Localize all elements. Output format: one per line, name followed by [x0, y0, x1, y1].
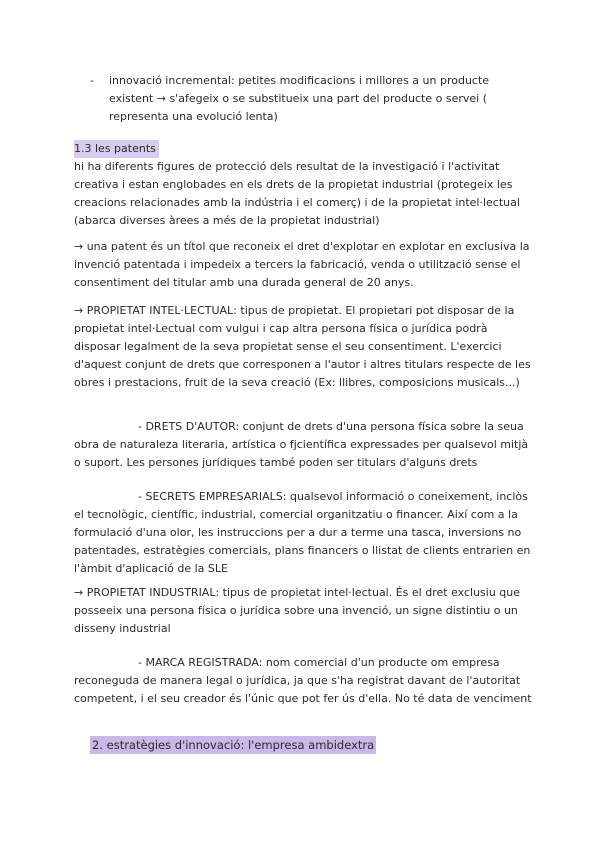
bullet-marker: - — [90, 74, 94, 87]
paragraph-patent: → una patent és un títol que reconeix el dret d'explotar en explotar en exclusiva la invenció patentada i impedeix a tercers la fabricació, venda o utilització sense el consentiment del titular amb una durada general de 20 anys. — [74, 240, 530, 289]
bullet-item — [90, 72, 510, 126]
paragraph-marca-registrada: - MARCA REGISTRADA: nom comercial d'un producte om empresa reconeguda de manera legal o jurídica, ja que s'ha registrat davant de l'autoritat competent, i el seu creador és l'únic que pot fer ús d'ella. No té data de venciment — [74, 656, 532, 705]
paragraph-secrets-empresarials: - SECRETS EMPRESARIALS: qualsevol informació o coneixement, inclòs el tecnològic, científic, industrial, comercial organitzatiu o financer. Així com a la formulació d'una olor, les instruccions per a dur a terme una tasca, inversions no patentades, estratègies comercials, plans financers o llistat de clients entrarien en l'àmbit d'aplicació de la SLE — [74, 490, 531, 575]
paragraph-propietat-intellectual: → PROPIETAT INTEL·LECTUAL: tipus de propietat. El propietari pot disposar de la propietat intel·Lectual com vulgui i cap altra persona física o jurídica podrà disposar legalment de la seva propietat sense el seu consentiment. L'exercici d'aquest conjunt de drets que corresponen a l'autor i altres titulars respecte de les obres i prestacions, fruit de la seva creació (Ex: llibres, composicions musicals...) — [74, 304, 531, 389]
section-patents — [74, 140, 534, 230]
numbered-heading: 2. estratègies d'innovació: l'empresa ambidextra — [92, 738, 375, 752]
section-intro: hi ha diferents figures de protecció dels resultat de la investigació i l'activitat creativa i estan englobades en els drets de la propietat industrial (protegeix les creacions relacionades amb la indústria i el comerç) i de la propietat intel·lectual (abarca diverses àrees a més de la propietat industrial) — [74, 160, 520, 227]
section-heading: 1.3 les patents — [74, 140, 159, 158]
paragraph-drets-autor: - DRETS D'AUTOR: conjunt de drets d'una persona física sobre la seua obra de naturaleza literaria, artística o fjcientífica expressades per qualsevol mitjà o suport. Les persones jurídiques també poden ser titulars d'alguns drets — [74, 420, 529, 469]
paragraph-propietat-industrial: → PROPIETAT INDUSTRIAL: tipus de propietat intel·lectual. És el dret exclusiu que posseeix una persona física o jurídica sobre una invenció, un signe distintiu o un disseny industrial — [74, 586, 521, 635]
bullet-text: innovació incremental: petites modificacions i millores a un producte existent → s'afegeix o se substitueix una part del producte o servei ( representa una evolució lenta) — [109, 74, 490, 123]
